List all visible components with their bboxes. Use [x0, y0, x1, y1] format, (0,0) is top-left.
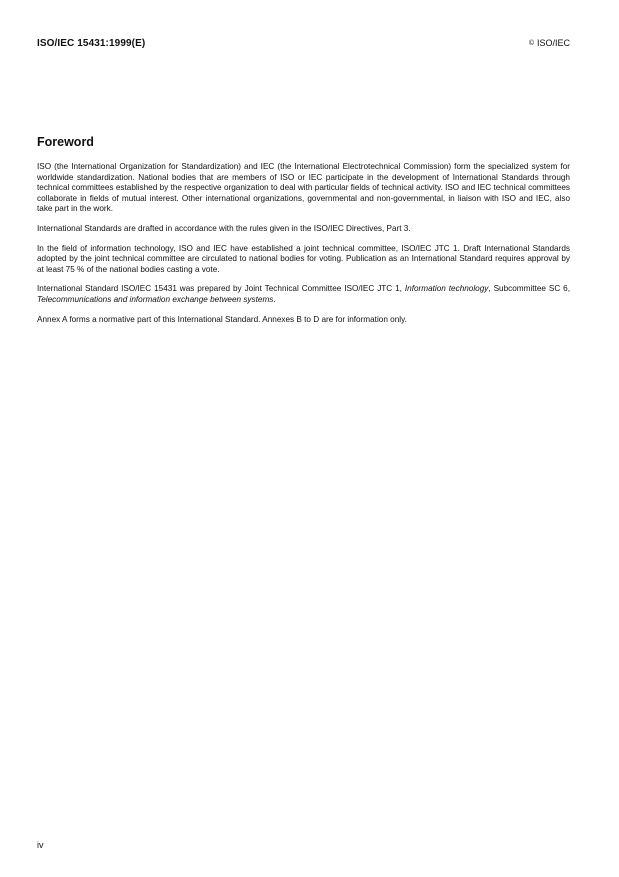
header-document-id: ISO/IEC 15431:1999(E) — [37, 38, 146, 49]
paragraph-directives: International Standards are drafted in accordance with the rules given in the ISO/IEC Directives, Part 3. — [37, 223, 411, 233]
preparation-text-1: International Standard ISO/IEC 15431 was prepared by Joint Technical Committee ISO/IEC JTC 1, — [37, 284, 405, 294]
preparation-text-2: , Subcommittee SC 6, — [488, 284, 570, 294]
preparation-text-3: . — [273, 294, 276, 304]
paragraph-organizations: ISO (the International Organization for Standardization) and IEC (the International Electrotechnical Commission) form the specialized system for worldwide standardization. National bodies that are members of ISO or IEC participate in the development of International Standards through technical committees established by the respective organization to deal with particular fields of technical activity. ISO and IEC technical committees collaborate in fields of mutual interest. Other international organizations, governmental and non-governmental, in liaison with ISO and IEC, also take part in the work. — [37, 162, 570, 214]
copyright-symbol: © — [528, 40, 534, 47]
header-copyright — [529, 38, 570, 48]
paragraph-preparation — [37, 284, 570, 305]
paragraph-jtc1: In the field of information technology, ISO and IEC have established a joint technical committee, ISO/IEC JTC 1. Draft International Standards adopted by the joint technical committee are circulated to national bodies for voting. Publication as an International Standard requires approval by at least 75 % of the national bodies casting a vote. — [37, 243, 570, 274]
paragraph-annexes: Annex A forms a normative part of this International Standard. Annexes B to D are for information only. — [37, 314, 407, 324]
foreword-body — [37, 162, 570, 334]
copyright-owner: ISO/IEC — [536, 38, 570, 48]
preparation-italic-2: Telecommunications and information exchange between systems — [37, 294, 274, 304]
section-title: Foreword — [37, 135, 94, 149]
preparation-italic-1: Information technology — [404, 284, 489, 294]
page-number: iv — [37, 840, 44, 850]
